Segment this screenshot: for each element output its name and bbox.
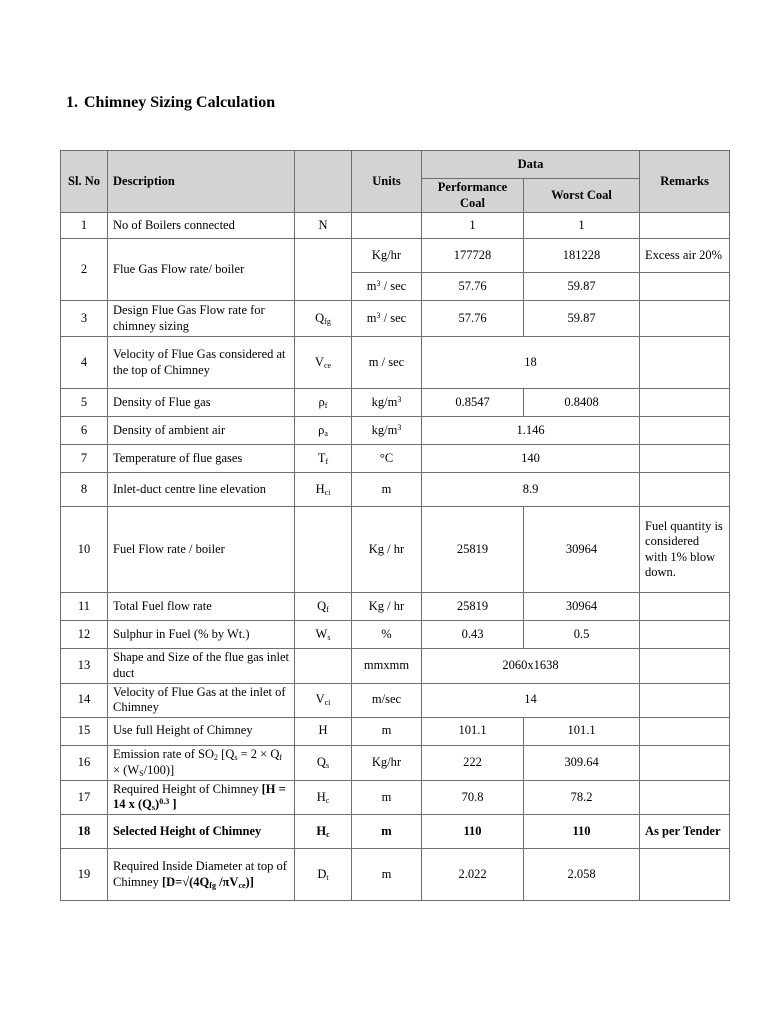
row-worst-value: 30964 [524, 593, 640, 621]
row-units: m [352, 815, 422, 849]
row-performance-value: 25819 [422, 593, 524, 621]
row-description: Required Height of Chimney [H = 14 x $(Q_s)^{0.3}$ ] [108, 780, 295, 815]
row-remarks [640, 683, 730, 717]
row-worst-value: 0.8408 [524, 389, 640, 417]
row-worst-value: 101.1 [524, 717, 640, 745]
row-units [352, 213, 422, 239]
row-value: 14 [422, 683, 640, 717]
row-performance-value: 2.022 [422, 849, 524, 901]
row-units: m [352, 849, 422, 901]
header-symbol [295, 151, 352, 213]
row-units: $kg/m^3$ [352, 417, 422, 445]
row-units: mmxmm [352, 649, 422, 683]
row-description: Velocity of Flue Gas considered at the top of Chimney [108, 337, 295, 389]
row-remarks [640, 417, 730, 445]
row-sl-no: 16 [61, 745, 108, 780]
table-row [61, 473, 730, 507]
row-description: Inlet-duct centre line elevation [108, 473, 295, 507]
table-row [61, 745, 730, 780]
row-remarks [640, 717, 730, 745]
row-sl-no: 10 [61, 507, 108, 593]
row-description: Selected Height of Chimney [108, 815, 295, 849]
row-remarks: As per Tender [640, 815, 730, 849]
row-symbol: $Q_{fg}$ [295, 301, 352, 337]
row-units: Kg / hr [352, 507, 422, 593]
row-performance-value: 110 [422, 815, 524, 849]
chimney-sizing-table [60, 150, 730, 901]
header-worst-coal: Worst Coal [524, 179, 640, 213]
row-description: Total Fuel flow rate [108, 593, 295, 621]
table-row [61, 239, 730, 273]
row-sl-no: 7 [61, 445, 108, 473]
row-value: 8.9 [422, 473, 640, 507]
row-units: m [352, 780, 422, 815]
row-symbol: $V_{ce}$ [295, 337, 352, 389]
section-number: 1. [66, 94, 78, 111]
row-units: m [352, 473, 422, 507]
row-description: Required Inside Diameter at top of Chimney [$D=√(4Q_{fg}$ $/\pi V_{ce}$)] [108, 849, 295, 901]
row-performance-value: 1 [422, 213, 524, 239]
row-sl-no: 19 [61, 849, 108, 901]
row-performance-value: 57.76 [422, 301, 524, 337]
row-description: Design Flue Gas Flow rate for chimney sizing [108, 301, 295, 337]
row-remarks [640, 849, 730, 901]
row-remarks [640, 389, 730, 417]
table-row [61, 507, 730, 593]
row-description: Shape and Size of the flue gas inlet duct [108, 649, 295, 683]
row-symbol: $W_s$ [295, 621, 352, 649]
row-description: Flue Gas Flow rate/ boiler [108, 239, 295, 301]
row-units: Kg / hr [352, 593, 422, 621]
row-sl-no: 14 [61, 683, 108, 717]
row-units: °C [352, 445, 422, 473]
row-units: $m^3$ / sec [352, 273, 422, 301]
row-worst-value: 30964 [524, 507, 640, 593]
header-row [61, 151, 730, 179]
row-symbol [295, 239, 352, 301]
row-sl-no: 3 [61, 301, 108, 337]
row-symbol: $H_c$ [295, 780, 352, 815]
row-symbol: $\rho_f$ [295, 389, 352, 417]
row-symbol: $Q_f$ [295, 593, 352, 621]
row-remarks [640, 649, 730, 683]
table-row [61, 213, 730, 239]
row-units: $m^3$ / sec [352, 301, 422, 337]
row-value: 140 [422, 445, 640, 473]
row-remarks [640, 593, 730, 621]
row-performance-value: 101.1 [422, 717, 524, 745]
row-symbol: $H_c$ [295, 815, 352, 849]
table-row [61, 815, 730, 849]
row-units: Kg/hr [352, 239, 422, 273]
row-performance-value: 57.76 [422, 273, 524, 301]
header-remarks: Remarks [640, 151, 730, 213]
row-symbol: $D_t$ [295, 849, 352, 901]
row-description: Velocity of Flue Gas at the inlet of Chimney [108, 683, 295, 717]
row-sl-no: 12 [61, 621, 108, 649]
row-remarks [640, 273, 730, 301]
row-symbol: $Q_s$ [295, 745, 352, 780]
table-row [61, 621, 730, 649]
row-units: m/sec [352, 683, 422, 717]
row-units: Kg/hr [352, 745, 422, 780]
row-remarks [640, 301, 730, 337]
row-performance-value: 25819 [422, 507, 524, 593]
row-sl-no: 2 [61, 239, 108, 301]
row-symbol: H [295, 717, 352, 745]
row-symbol [295, 649, 352, 683]
row-remarks [640, 213, 730, 239]
row-remarks: Excess air 20% [640, 239, 730, 273]
table-row [61, 849, 730, 901]
row-worst-value: 181228 [524, 239, 640, 273]
row-sl-no: 13 [61, 649, 108, 683]
row-symbol: $H_{ci}$ [295, 473, 352, 507]
row-symbol: $V_{ci}$ [295, 683, 352, 717]
section-title-text: Chimney Sizing Calculation [84, 94, 276, 111]
table-row [61, 717, 730, 745]
table-row [61, 780, 730, 815]
row-performance-value: 177728 [422, 239, 524, 273]
table-row [61, 593, 730, 621]
row-value: 1.146 [422, 417, 640, 445]
row-remarks [640, 473, 730, 507]
row-units: % [352, 621, 422, 649]
row-remarks [640, 780, 730, 815]
row-performance-value: 0.43 [422, 621, 524, 649]
row-worst-value: 0.5 [524, 621, 640, 649]
header-description: Description [108, 151, 295, 213]
row-description: No of Boilers connected [108, 213, 295, 239]
row-worst-value: 110 [524, 815, 640, 849]
row-value: 18 [422, 337, 640, 389]
row-description: Density of ambient air [108, 417, 295, 445]
row-sl-no: 1 [61, 213, 108, 239]
row-units: m / sec [352, 337, 422, 389]
row-performance-value: 70.8 [422, 780, 524, 815]
row-description: Emission rate of $SO_2$ $[Q_s = 2 \times Q_f \times (W_S/100)]$ [108, 745, 295, 780]
row-worst-value: 309.64 [524, 745, 640, 780]
row-sl-no: 11 [61, 593, 108, 621]
row-remarks [640, 745, 730, 780]
header-sl-no: Sl. No [61, 151, 108, 213]
row-value: 2060x1638 [422, 649, 640, 683]
row-description: Sulphur in Fuel (% by Wt.) [108, 621, 295, 649]
header-performance-coal: Performance Coal [422, 179, 524, 213]
row-remarks [640, 445, 730, 473]
row-worst-value: 59.87 [524, 301, 640, 337]
row-description: Use full Height of Chimney [108, 717, 295, 745]
row-description: Fuel Flow rate / boiler [108, 507, 295, 593]
table-row [61, 337, 730, 389]
row-units: m [352, 717, 422, 745]
row-performance-value: 0.8547 [422, 389, 524, 417]
table-row [61, 683, 730, 717]
row-sl-no: 6 [61, 417, 108, 445]
row-description: Density of Flue gas [108, 389, 295, 417]
row-worst-value: 1 [524, 213, 640, 239]
row-sl-no: 15 [61, 717, 108, 745]
row-worst-value: 59.87 [524, 273, 640, 301]
row-description: Temperature of flue gases [108, 445, 295, 473]
header-units: Units [352, 151, 422, 213]
row-remarks: Fuel quantity is considered with 1% blow down. [640, 507, 730, 593]
row-symbol: N [295, 213, 352, 239]
row-performance-value: 222 [422, 745, 524, 780]
row-remarks [640, 621, 730, 649]
row-worst-value: 2.058 [524, 849, 640, 901]
table-row [61, 445, 730, 473]
row-symbol: $T_f$ [295, 445, 352, 473]
table-row [61, 389, 730, 417]
section-title [66, 94, 275, 112]
header-data: Data [422, 151, 640, 179]
table-row [61, 649, 730, 683]
row-sl-no: 18 [61, 815, 108, 849]
row-symbol: $\rho_a$ [295, 417, 352, 445]
row-sl-no: 4 [61, 337, 108, 389]
row-units: $kg/m^3$ [352, 389, 422, 417]
row-sl-no: 17 [61, 780, 108, 815]
row-symbol [295, 507, 352, 593]
row-worst-value: 78.2 [524, 780, 640, 815]
table-row [61, 301, 730, 337]
row-sl-no: 5 [61, 389, 108, 417]
row-remarks [640, 337, 730, 389]
row-sl-no: 8 [61, 473, 108, 507]
table-row [61, 417, 730, 445]
